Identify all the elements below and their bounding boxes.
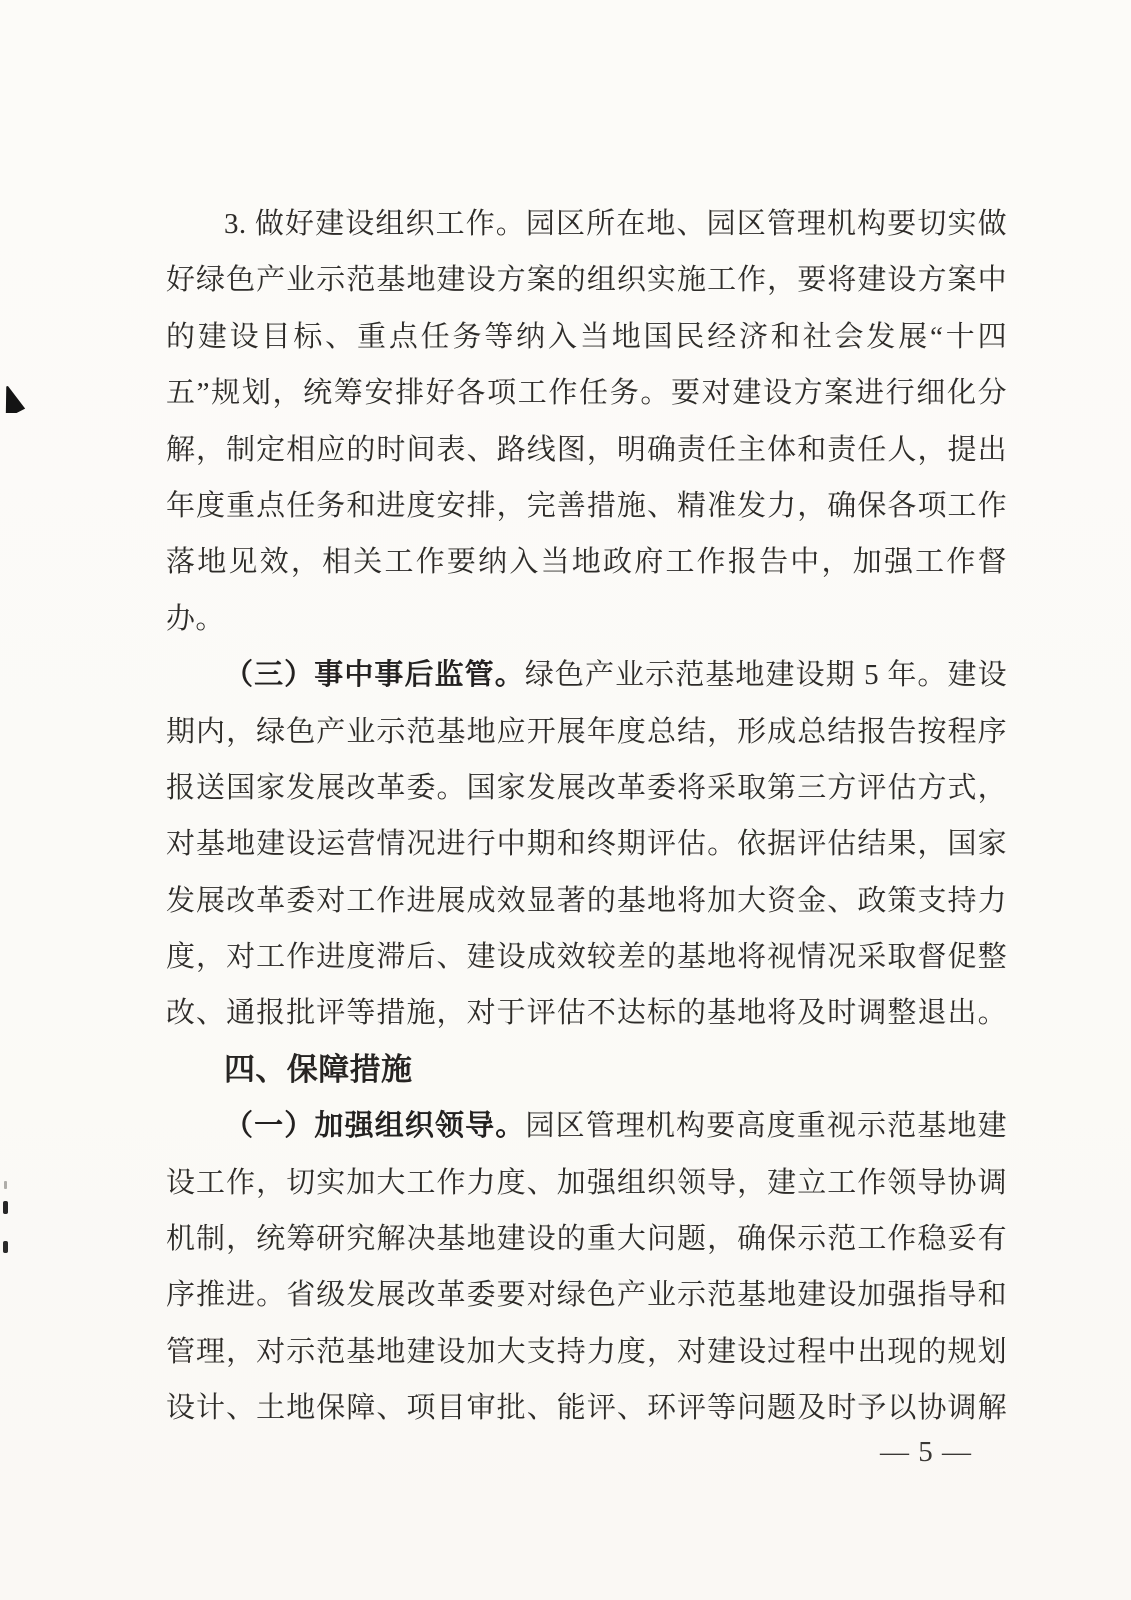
text-line: 办。	[166, 602, 225, 635]
text-line: 落地见效，相关工作要纳入当地政府工作报告中，加强工作督	[166, 546, 1007, 579]
text-line	[166, 1098, 1007, 1154]
text-line: 序推进。省级发展改革委要对绿色产业示范基地建设加强指导和	[166, 1279, 1007, 1312]
text-line: 发展改革委对工作进展成效显著的基地将加大资金、政策支持力	[166, 884, 1007, 917]
page-number: — 5 —	[880, 1436, 972, 1468]
ink-mark-bar	[3, 1241, 8, 1253]
text-line: 度，对工作进度滞后、建设成效较差的基地将视情况采取督促整	[166, 941, 1007, 974]
section-heading: 四、保障措施	[224, 1051, 413, 1087]
text-line: 解，制定相应的时间表、路线图，明确责任主体和责任人，提出	[166, 433, 1007, 466]
text-line: 3. 做好建设组织工作。园区所在地、园区管理机构要切实做	[224, 208, 1007, 240]
text-line: 期内，绿色产业示范基地应开展年度总结，形成总结报告按程序	[166, 715, 1007, 748]
bold-lead: （一）加强组织领导。	[224, 1110, 526, 1143]
line-rest: 园区管理机构要高度重视示范基地建	[525, 1110, 1007, 1143]
document-text	[166, 196, 1007, 1437]
text-line: 管理，对示范基地建设加大支持力度，对建设过程中出现的规划	[166, 1335, 1007, 1368]
text-line: 对基地建设运营情况进行中期和终期评估。依据评估结果，国家	[166, 828, 1007, 861]
bold-lead: （三）事中事后监管。	[224, 659, 525, 692]
ink-mark-triangle	[5, 386, 26, 413]
text-line: 年度重点任务和进度安排，完善措施、精准发力，确保各项工作	[166, 489, 1007, 522]
text-line: 好绿色产业示范基地建设方案的组织实施工作，要将建设方案中	[166, 264, 1007, 297]
text-line: 改、通报批评等措施，对于评估不达标的基地将及时调整退出。	[166, 997, 1007, 1030]
text-line: 机制，统筹研究解决基地建设的重大问题，确保示范工作稳妥有	[166, 1223, 1007, 1256]
text-line: 设工作，切实加大工作力度、加强组织领导，建立工作领导协调	[166, 1166, 1007, 1199]
ink-mark-bar	[3, 1201, 8, 1214]
text-line: 设计、土地保障、项目审批、能评、环评等问题及时予以协调解	[166, 1392, 1007, 1425]
text-line: 五”规划，统筹安排好各项工作任务。要对建设方案进行细化分	[166, 377, 1007, 410]
text-line	[166, 647, 1007, 703]
text-line: 的建设目标、重点任务等纳入当地国民经济和社会发展“十四	[166, 320, 1007, 353]
line-rest: 绿色产业示范基地建设期 5 年。建设	[524, 659, 1007, 692]
ink-mark-dot	[4, 1181, 7, 1189]
text-line: 报送国家发展改革委。国家发展改革委将采取第三方评估方式，	[166, 771, 1007, 804]
